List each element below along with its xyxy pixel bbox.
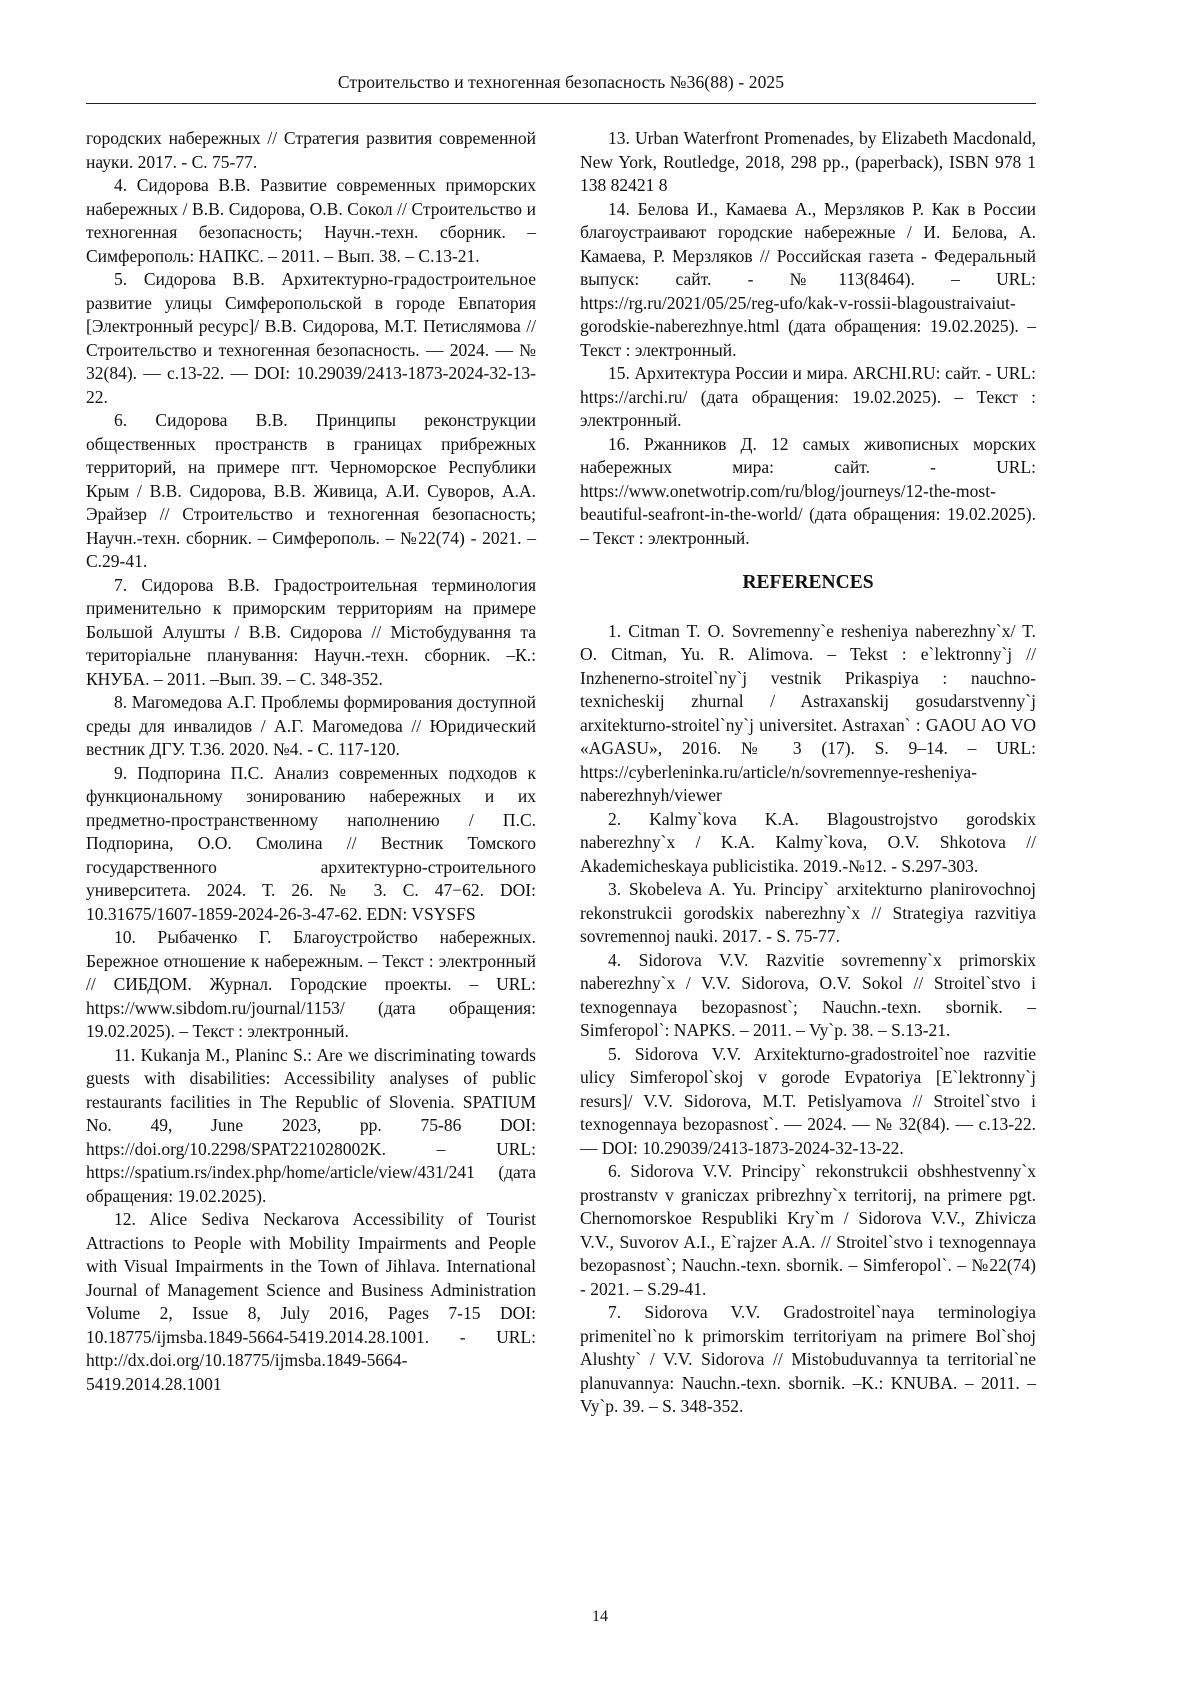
reference-item: 3. Skobeleva A. Yu. Principy` arxitekturno planirovochnoj rekonstrukcii gorodskix naberezhny`x // Strategiya razvitiya sovremennoj nauki. 2017. - S. 75-77. [580,879,1036,946]
reference-item: 15. Архитектура России и мира. ARCHI.RU: сайт. - URL: https://archi.ru/ (дата обращения: 19.02.2025). – Текст : электронный. [580,363,1036,430]
reference-item: 7. Сидорова В.В. Градостроительная терминология применительно к приморским территориям на примере Большой Алушты / В.В. Сидорова // Містобудування та територіальне планування: Научн.-техн. сборник. –К.: КНУБА. – 2011. –Вып. 39. – С. 348-352. [86,574,536,689]
reference-item: 4. Сидорова В.В. Развитие современных приморских набережных / В.В. Сидорова, О.В. Сокол // Строительство и техногенная безопасность; Научн.-техн. сборник. – Симферополь: НАПКС. – 2011. – Вып. 38. – С.13-21. [86,175,536,266]
header-rule [86,103,1036,104]
reference-item: 1. Citman T. O. Sovremenny`e resheniya naberezhny`x/ T. O. Citman, Yu. R. Alimova. – Tekst : e`lektronny`j // Inzhenerno-stroitel`ny`j vestnik Prikaspiya : nauchno-texnicheskij zhurnal / Astraxanskij gosudarstvenny`j arxitekturno-stroitel`ny`j universitet. Astraxan` : GAOU AO VO «AGASU», 2016. № 3 (17). S. 9–14. – URL: https://cyberleninka.ru/article/n/sovremennye-resheniya-naberezhnyh/viewer [580,620,1036,805]
page-number: 14 [592,1608,608,1625]
reference-item: 6. Сидорова В.В. Принципы реконструкции общественных пространств в границах прибрежных территорий, на примере пгт. Черноморское Республики Крым / В.В. Сидорова, В.В. Живица, А.И. Суворов, А.А. Эрайзер // Строительство и техногенная безопасность; Научн.-техн. сборник. – Симферополь. – №22(74) - 2021. – С.29-41. [86,410,536,571]
reference-item: 11. Kukanja M., Planinc S.: Are we discriminating towards guests with disabilities: Accessibility analyses of public restaurants facilities in The Republic of Slovenia. SPATIUM No. 49, June 2023, pp. 75-86 DOI: https://doi.org/10.2298/SPAT221028002K. – URL: https://spatium.rs/index.php/home/article/view/431/241 (дата обращения: 19.02.2025). [86,1044,536,1206]
reference-item: 5. Сидорова В.В. Архитектурно-градостроительное развитие улицы Симферопольской в городе Евпатория [Электронный ресурс]/ В.В. Сидорова, М.Т. Петислямова // Строительство и техногенная безопасность. — 2024. — № 32(84). — с.13-22. — DOI: 10.29039/2413-1873-2024-32-13-22. [86,269,536,407]
reference-item: 10. Рыбаченко Г. Благоустройство набережных. Бережное отношение к набережным. – Текст : электронный // СИБДОМ. Журнал. Городские проекты. – URL: https://www.sibdom.ru/journal/1153/ (дата обращения: 19.02.2025). – Текст : электронный. [86,927,536,1041]
reference-item: 14. Белова И., Камаева А., Мерзляков Р. Как в России благоустраивают городские набережные / И. Белова, А. Камаева, Р. Мерзляков // Российская газета - Федеральный выпуск: сайт. - №113(8464). – URL: https://rg.ru/2021/05/25/reg-ufo/kak-v-rossii-blagoustraivaiut-gorodskie-naberezhnye.html (дата обращения: 19.02.2025). – Текст : электронный. [580,198,1036,360]
reference-item: 16. Ржанников Д. 12 самых живописных морских набережных мира: сайт. - URL: https://www.onetwotrip.com/ru/blog/journeys/12-the-most-beautiful-seafront-in-the-world/ (дата обращения: 19.02.2025). – Текст : электронный. [580,433,1036,548]
left-column [86,127,536,1396]
reference-item: 6. Sidorova V.V. Principy` rekonstrukcii obshhestvenny`x prostranstv v graniczax pribrezhny`x territorij, na primere pgt. Chernomorskoe Respubliki Kry`m / Sidorova V.V., Zhivicza V.V., Suvorov A.I., E`rajzer A.A. // Stroitel`stvo i texnogennaya bezopasnost`; Nauchn.-texn. sbornik. – Simferopol`. – №22(74) - 2021. – S.29-41. [580,1161,1036,1299]
reference-item: 9. Подпорина П.С. Анализ современных подходов к функциональному зонированию набережных и их предметно-пространственному наполнению / П.С. Подпорина, О.О. Смолина // Вестник Томского государственного архитектурно-строительного университета. 2024. Т. 26. № 3. С. 47−62. DOI: 10.31675/1607-1859-2024-26-3-47-62. EDN: VSYSFS [86,762,536,924]
reference-item: 8. Магомедова А.Г. Проблемы формирования доступной среды для инвалидов / А.Г. Магомедова // Юридический вестник ДГУ. Т.36. 2020. №4. - С. 117-120. [86,692,536,759]
reference-item: 7. Sidorova V.V. Gradostroitel`naya terminologiya primenitel`no k primorskim territoriyam na primere Bol`shoj Alushty` / V.V. Sidorova // Mistobuduvannya ta territorial`ne planuvannya: Nauchn.-texn. sbornik. –K.: KNUBA. – 2011. –Vy`p. 39. – S. 348-352. [580,1302,1036,1416]
references-heading: REFERENCES [742,572,874,593]
reference-item: 12. Alice Sediva Neckarova Accessibility of Tourist Attractions to People with Mobility Impairments and People with Visual Impairments in the Town of Jihlava. International Journal of Management Science and Business Administration Volume 2, Issue 8, July 2016, Pages 7-15 DOI: 10.18775/ijmsba.1849-5664-5419.2014.28.1001. - URL: http://dx.doi.org/10.18775/ijmsba.1849-5664-5419.2014.28.1001 [86,1209,536,1394]
right-column [580,127,1036,1419]
reference-item: городских набережных // Стратегия развития современной науки. 2017. - С. 75-77. [86,128,536,172]
reference-item: 13. Urban Waterfront Promenades, by Elizabeth Macdonald, New York, Routledge, 2018, 298 pp., (paperback), ISBN 978 1 138 82421 8 [580,128,1036,195]
reference-item: 2. Kalmy`kova K.A. Blagoustrojstvo gorodskix naberezhny`x / K.A. Kalmy`kova, O.V. Shkotova // Akademicheskaya publicistika. 2019.-№12. - S.297-303. [580,808,1036,876]
reference-item: 4. Sidorova V.V. Razvitie sovremenny`x primorskix naberezhny`x / V.V. Sidorova, O.V. Sokol // Stroitel`stvo i texnogennaya bezopasnost`; Nauchn.-texn. sbornik. – Simferopol`: NAPKS. – 2011. – Vy`p. 38. – S.13-21. [580,949,1036,1040]
running-header: Строительство и техногенная безопасность №36(88) - 2025 [337,72,785,92]
reference-item: 5. Sidorova V.V. Arxitekturno-gradostroitel`noe razvitie ulicy Simferopol`skoj v gorode Evpatoriya [E`lektronny`j resurs]/ V.V. Sidorova, M.T. Petislyamova // Stroitel`stvo i texnogennaya bezopasnost`. — 2024. — № 32(84). — c.13-22. — DOI: 10.29039/2413-1873-2024-32-13-22. [580,1043,1036,1158]
